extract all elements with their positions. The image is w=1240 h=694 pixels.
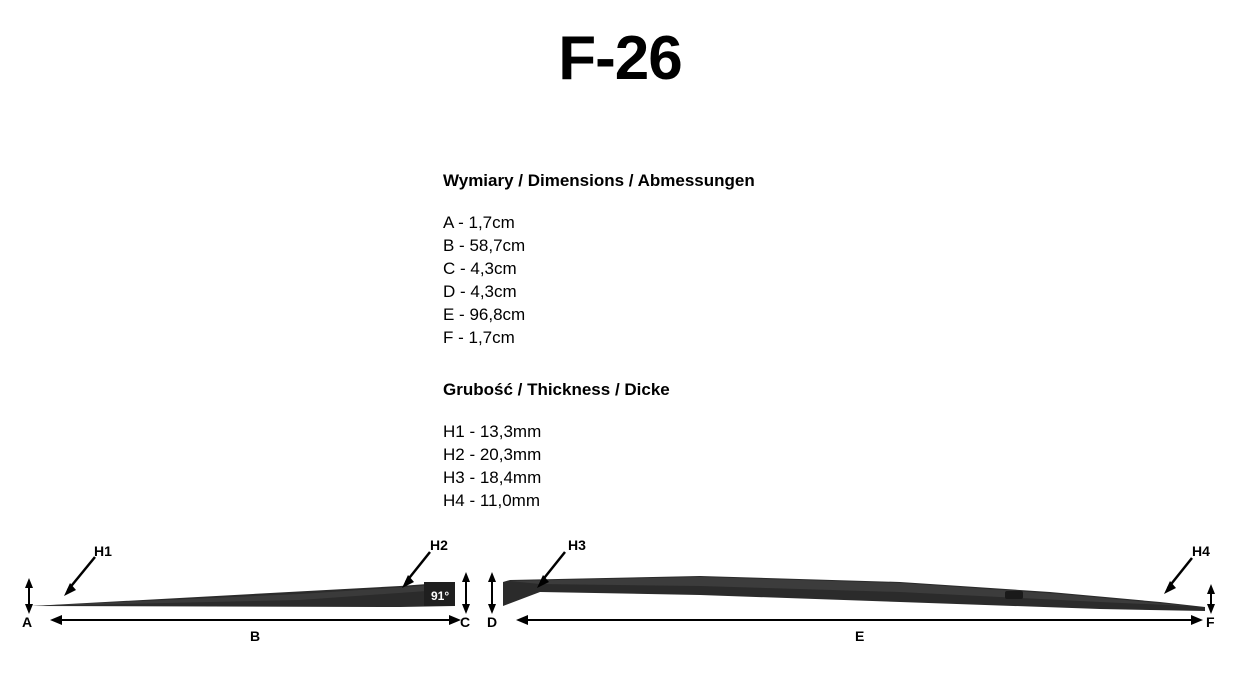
list-item: C - 4,3cm [443,259,517,278]
list-item: E - 96,8cm [443,305,526,324]
thickness-list [443,420,755,512]
label-b: B [250,628,261,644]
right-blade-shape [503,576,1205,611]
label-h1: H1 [94,543,112,559]
list-item: A - 1,7cm [443,213,515,232]
page-title: F-26 [558,24,682,93]
list-item: F - 1,7cm [443,328,515,347]
label-e: E [855,628,865,644]
dimension-d-arrow [488,572,496,614]
label-f: F [1206,614,1215,630]
dimension-f-arrow [1207,584,1215,614]
dimension-a-arrow [25,578,33,614]
angle-label: 91° [431,589,450,603]
h4-leader-arrow [1164,558,1192,594]
dimensions-list [443,211,755,349]
list-item: H4 - 11,0mm [443,491,540,510]
list-item: D - 4,3cm [443,282,517,301]
thickness-heading: Grubość / Thickness / Dicke [443,380,670,399]
label-h4: H4 [1192,543,1210,559]
dimension-c-arrow [462,572,470,614]
label-h3: H3 [568,537,586,553]
label-c: C [460,614,471,630]
dimension-e-arrow [516,615,1203,625]
list-item: H2 - 20,3mm [443,445,542,464]
specifications-block [443,172,755,544]
label-a: A [22,614,33,630]
label-d: D [487,614,498,630]
dimension-b-arrow [50,615,461,625]
list-item: H1 - 13,3mm [443,422,542,441]
drawing-canvas [0,510,1240,680]
list-item: B - 58,7cm [443,236,526,255]
list-item: H3 - 18,4mm [443,468,542,487]
dimensions-heading: Wymiary / Dimensions / Abmessungen [443,171,755,190]
label-h2: H2 [430,537,448,553]
left-blade-shape [32,582,455,607]
h1-leader-arrow [64,557,95,596]
technical-drawing [0,510,1240,680]
